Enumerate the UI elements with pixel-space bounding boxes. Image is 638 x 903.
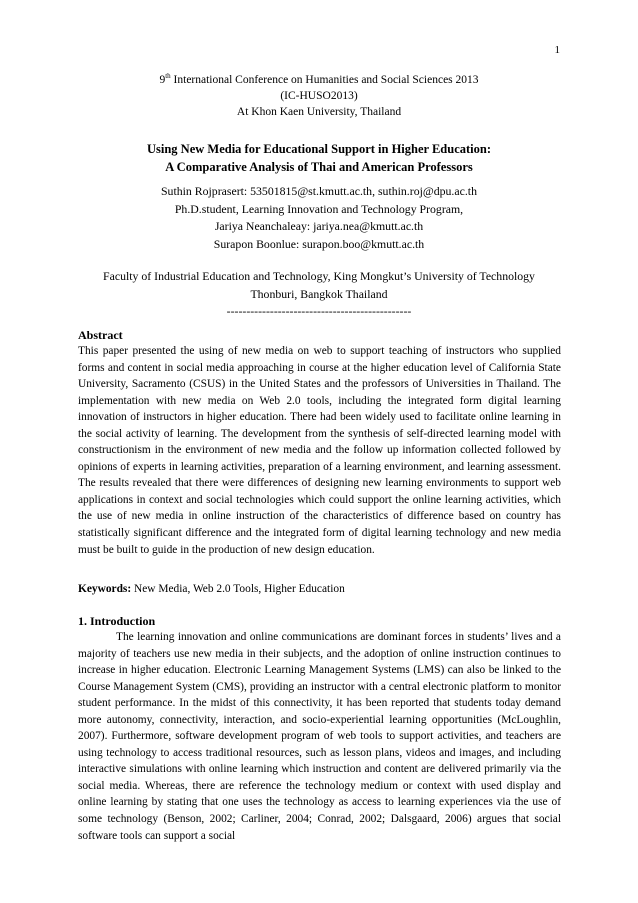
abstract-text: This paper presented the using of new media on web to support teaching of instructors who supplied forms and content in social media approaching in course at the higher education level of California State University, Sacramento (CSUS) in the United States and the professors of Universities in Thailand. The implementation with new media on Web 2.0 tools, including the integrated form digital learning innovation of instructors in higher education. There had been widely used to facilitate online learning in the social activity of learning. The development from the synthesis of self-directed learning model with constructionism in the environment of new media and the follow up information collected followed by opinions of experts in learning activities, preparation of a learning environment, and learning assessment. The results revealed that there were differences of designing new learning environments to support web applications in context and social technologies which could support the online learning activities, which the use of new media in online instruction of the characteristics of difference based on country has statistically significant difference and the integrated form of digital learning technology and new media must be built to guide in the production of new design education. — [78, 345, 561, 556]
author-line-3: Jariya Neanchaleay: jariya.nea@kmutt.ac.th — [214, 219, 424, 233]
author-block — [78, 183, 560, 253]
author-line-2: Ph.D.student, Learning Innovation and Technology Program, — [174, 201, 464, 216]
separator-rule: ----------------------------------------------- — [226, 304, 412, 318]
conference-ordinal-suffix: th — [165, 72, 171, 80]
affiliation-block — [70, 268, 568, 321]
paper-title — [78, 140, 560, 176]
introduction-heading: 1. Introduction — [78, 614, 156, 628]
affiliation-line-1: Faculty of Industrial Education and Technology, King Mongkut’s University of Technology — [103, 269, 535, 283]
conference-line-1 — [78, 68, 560, 88]
keywords-label: Keywords: — [78, 583, 132, 595]
keywords-line — [78, 581, 561, 598]
abstract-heading: Abstract — [78, 328, 123, 342]
page-number: 1 — [554, 44, 560, 56]
affiliation-line-2: Thonburi, Bangkok Thailand — [250, 286, 388, 301]
keywords-text: New Media, Web 2.0 Tools, Higher Education — [131, 583, 345, 595]
introduction-text: The learning innovation and online communications are dominant forces in students’ lives and a majority of teachers use new media in their subjects, and the adoption of online instruction continues to increase in higher education. Electronic Learning Management Systems (LMS) can also be linked to the Course Management System (CMS), providing an instructor with a central electronic platform to monitor student performance. In the midst of this connectivity, it has been reported that students today demand more autonomy, connectivity, interaction, and socio-experiential learning opportunities (McLoughlin, 2007). Furthermore, software development program of web tools to support activities, and teachers are using technology to access traditional resources, such as lesson plans, videos and images, and including interactive simulations with online learning which instruction and content are delivered primarily via the social media. Whereas, there are reference the technology medium or context with used display and online learning by stating that one uses the technology as access to learning experiences via the use of some technology (Benson, 2002; Carliner, 2004; Conrad, 2002; Dalsgaard, 2006) argues that social software tools can support a social — [78, 631, 561, 842]
conference-header — [78, 68, 560, 120]
author-line-4: Surapon Boonlue: surapon.boo@kmutt.ac.th — [213, 236, 425, 251]
paper-title-line-1: Using New Media for Educational Support in Higher Education: — [146, 142, 492, 156]
author-line-1: Suthin Rojprasert: 53501815@st.kmutt.ac.th, suthin.roj@dpu.ac.th — [161, 184, 477, 198]
conference-line-2: (IC-HUSO2013) — [280, 89, 358, 102]
conference-ordinal: 9 — [159, 73, 166, 86]
paper-title-line-2: A Comparative Analysis of Thai and American Professors — [165, 160, 473, 174]
conference-line-3: At Khon Kaen University, Thailand — [236, 105, 402, 118]
conference-name: International Conference on Humanities and Social Sciences 2013 — [170, 73, 479, 86]
